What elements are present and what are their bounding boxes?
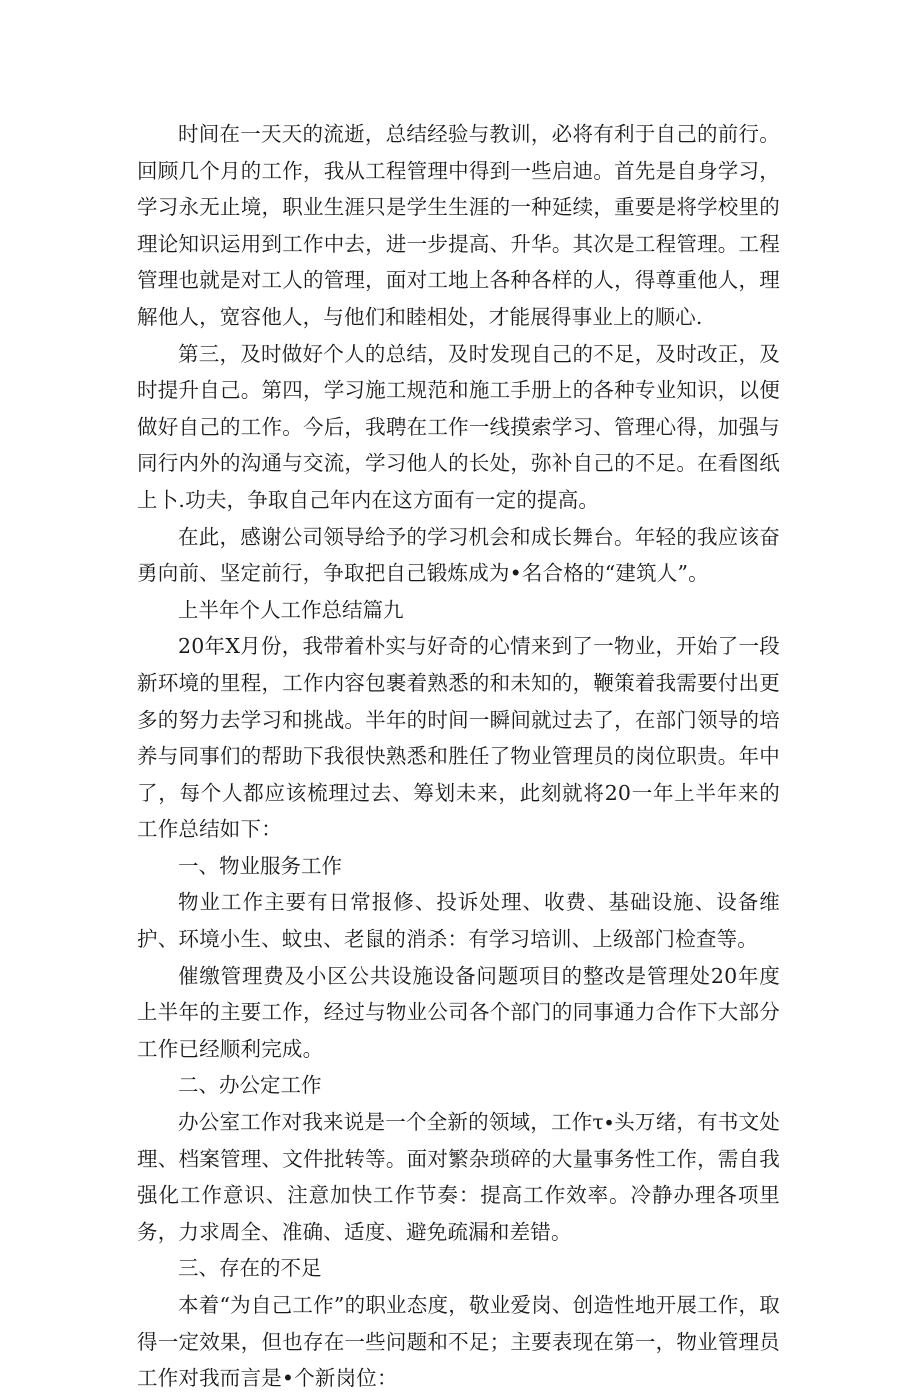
document-body (137, 116, 780, 1397)
heading-shortcomings: 三、存在的不足 (178, 1256, 322, 1281)
paragraph-review: 时间在一天天的流逝，总结经验与教训，必将有利于自己的前行。回顾几个月的工作，我从工程管理中得到一些启迪。首先是自身学习，学习永无止境，职业生涯只是学生生涯的一种延续，重要是将学校里的理论知识运用到工作中去，进一步提高、升华。其次是工程管理。工程管理也就是对工人的管理，面对工地上各种各样的人，得尊重他人，理解他人，宽容他人，与他们和睦相处，才能展得事业上的顺心. (137, 122, 780, 329)
paragraph-intro: 20年X月份，我带着朴实与好奇的心情来到了一物业，开始了一段新环境的里程，工作内容包裹着熟悉的和未知的，鞭策着我需要付出更多的努力去学习和挑战。半年的时间一瞬间就过去了，在部门领导的培养与同事们的帮助下我很快熟悉和胜任了物业管理员的岗位职贵。年中了，每个人都应该梳理过去、筹划未来，此刻就将20一年上半年来的工作总结如下： (137, 634, 780, 842)
paragraph-property-work: 物业工作主要有日常报修、投诉处理、收费、基础设施、设备维护、环境小生、蚊虫、老鼠的消杀：有学习培训、上级部门检查等。 (137, 890, 780, 952)
paragraph-thanks: 在此，感谢公司领导给予的学习机会和成长舞台。年轻的我应该奋勇向前、坚定前行，争取把自己锻炼成为•名合格的“建筑人”。 (137, 524, 780, 586)
paragraph-fee-collection: 催缴管理费及小区公共设施设备问题项目的整改是管理处20年度上半年的主要工作，经过与物业公司各个部门的同事通力合作下大部分工作已经顺利完成。 (137, 963, 780, 1061)
paragraph-office-work: 办公室工作对我来说是一个全新的领域，工作τ∙头万绪，有书文处理、档案管理、文件批转等。面对繁杂琐碎的大量事务性工作，需自我强化工作意识、注意加快工作节奏：提高工作效率。冷静办理各项里务，力求周全、准确、适度、避免疏漏和差错。 (137, 1110, 780, 1244)
paragraph-shortcomings: 本着“为自己工作”的职业态度，敬业爱岗、创造性地开展工作，取得一定效果，但也存在一些问题和不足；主要表现在第一，物业管理员工作对我而言是•个新岗位： (137, 1293, 780, 1391)
section-title-part-nine: 上半年个人工作总结篇九 (178, 597, 404, 622)
paragraph-third-fourth: 第三，及时做好个人的总结，及时发现自己的不足，及时改正，及时提升自己。第四，学习施工规范和施工手册上的各种专业知识，以便做好自己的工作。今后，我聘在工作一线摸索学习、管理心得，加强与同行内外的沟通与交流，学习他人的长处，弥补自己的不足。在看图纸上卜.功夫，争取自己年内在这方面有一定的提高。 (137, 341, 780, 512)
heading-office-work: 二、办公定工作 (178, 1073, 322, 1098)
heading-property-service: 一、物业服务工作 (178, 853, 342, 878)
